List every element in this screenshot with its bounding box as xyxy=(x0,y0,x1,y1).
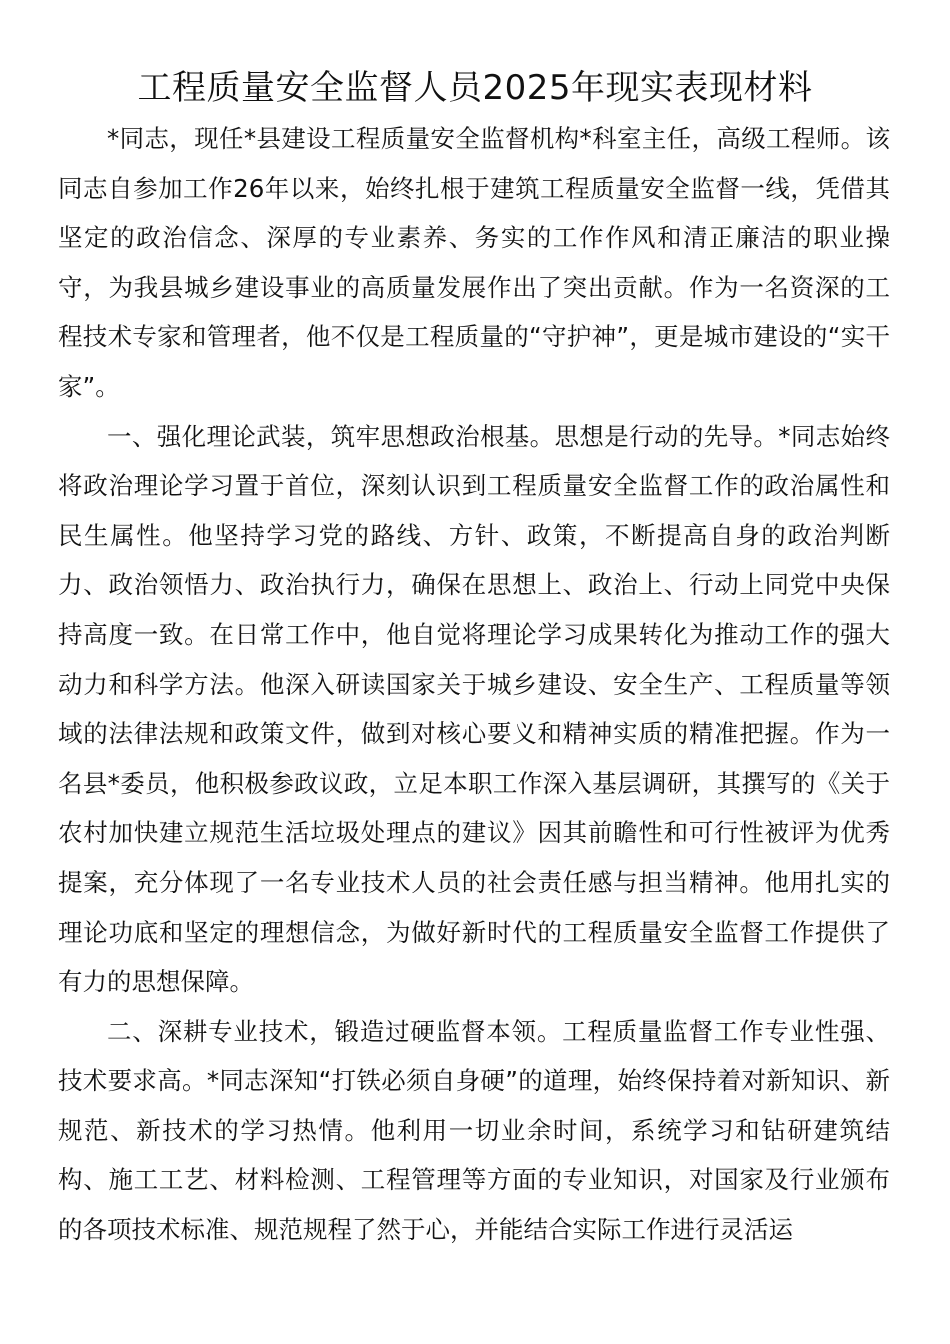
document-body xyxy=(58,114,890,1255)
paragraph-intro: *同志，现任*县建设工程质量安全监督机构*科室主任，高级工程师。该同志自参加工作26年以来，始终扎根于建筑工程质量安全监督一线，凭借其坚定的政治信念、深厚的专业素养、务实的工作作风和清正廉洁的职业操守，为我县城乡建设事业的高质量发展作出了突出贡献。作为一名资深的工程技术专家和管理者，他不仅是工程质量的“守护神”，更是城市建设的“实干家”。 xyxy=(58,124,890,401)
document-title: 工程质量安全监督人员2025年现实表现材料 xyxy=(137,68,813,108)
paragraph-section-two: 二、深耕专业技术，锻造过硬监督本领。工程质量监督工作专业性强、技术要求高。*同志深知“打铁必须自身硬”的道理，始终保持着对新知识、新规范、新技术的学习热情。他利用一切业余时间，系统学习和钻研建筑结构、施工工艺、材料检测、工程管理等方面的专业知识，对国家及行业颁布的各项技术标准、规范规程了然于心，并能结合实际工作进行灵活运 xyxy=(58,1016,890,1245)
paragraph-section-one: 一、强化理论武装，筑牢思想政治根基。思想是行动的先导。*同志始终将政治理论学习置于首位，深刻认识到工程质量安全监督工作的政治属性和民生属性。他坚持学习党的路线、方针、政策，不断提高自身的政治判断力、政治领悟力、政治执行力，确保在思想上、政治上、行动上同党中央保持高度一致。在日常工作中，他自觉将理论学习成果转化为推动工作的强大动力和科学方法。他深入研读国家关于城乡建设、安全生产、工程质量等领域的法律法规和政策文件，做到对核心要义和精神实质的精准把握。作为一名县*委员，他积极参政议政，立足本职工作深入基层调研，其撰写的《关于农村加快建立规范生活垃圾处理点的建议》因其前瞻性和可行性被评为优秀提案，充分体现了一名专业技术人员的社会责任感与担当精神。他用扎实的理论功底和坚定的理想信念，为做好新时代的工程质量安全监督工作提供了有力的思想保障。 xyxy=(58,421,890,997)
